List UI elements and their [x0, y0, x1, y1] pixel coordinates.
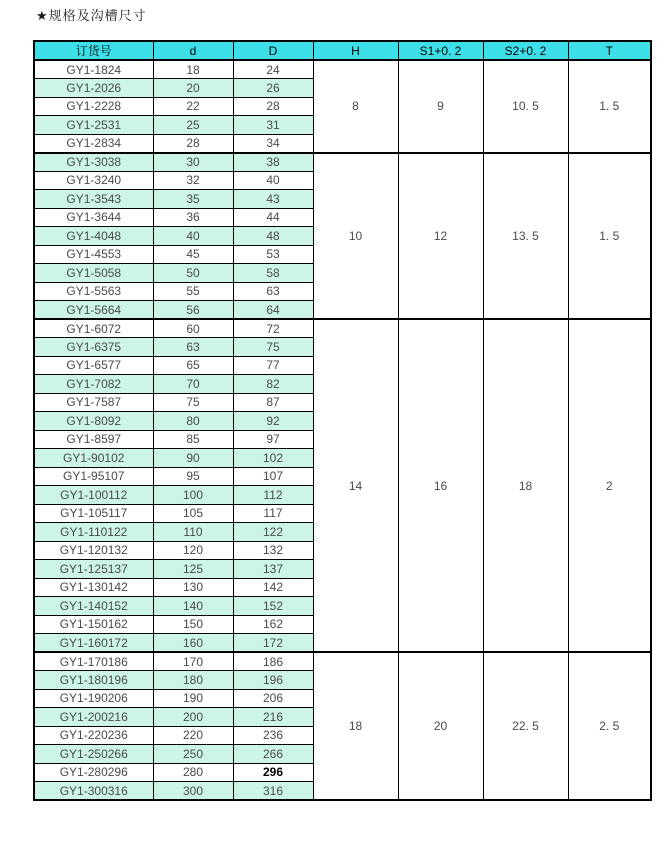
cell-order-no: GY1-200216 [34, 708, 153, 727]
cell-d: 100 [153, 486, 233, 505]
cell-d: 85 [153, 430, 233, 449]
cell-group-s1: 16 [398, 319, 483, 652]
cell-d: 152 [233, 597, 313, 616]
cell-d: 110 [153, 523, 233, 542]
cell-order-no: GY1-4048 [34, 227, 153, 246]
cell-d: 64 [233, 301, 313, 320]
cell-order-no: GY1-3240 [34, 171, 153, 190]
cell-group-t: 1. 5 [568, 60, 651, 153]
cell-order-no: GY1-2834 [34, 134, 153, 153]
cell-d: 60 [153, 319, 233, 338]
cell-d: 22 [153, 97, 233, 116]
cell-d: 296 [233, 763, 313, 782]
cell-d: 28 [233, 97, 313, 116]
cell-d: 53 [233, 245, 313, 264]
cell-d: 117 [233, 504, 313, 523]
cell-group-h: 10 [313, 153, 398, 320]
cell-group-s2: 22. 5 [483, 652, 568, 800]
cell-order-no: GY1-250266 [34, 745, 153, 764]
cell-d: 266 [233, 745, 313, 764]
cell-d: 63 [153, 338, 233, 357]
cell-order-no: GY1-3038 [34, 153, 153, 172]
cell-d: 28 [153, 134, 233, 153]
cell-d: 56 [153, 301, 233, 320]
cell-d: 122 [233, 523, 313, 542]
cell-order-no: GY1-120132 [34, 541, 153, 560]
cell-group-h: 14 [313, 319, 398, 652]
cell-d: 43 [233, 190, 313, 209]
cell-d: 250 [153, 745, 233, 764]
cell-d: 77 [233, 356, 313, 375]
cell-order-no: GY1-130142 [34, 578, 153, 597]
cell-group-t: 2 [568, 319, 651, 652]
cell-d: 172 [233, 634, 313, 653]
cell-d: 97 [233, 430, 313, 449]
cell-order-no: GY1-160172 [34, 634, 153, 653]
cell-d: 216 [233, 708, 313, 727]
cell-d: 160 [153, 634, 233, 653]
cell-d: 170 [153, 652, 233, 671]
cell-d: 72 [233, 319, 313, 338]
cell-order-no: GY1-1824 [34, 60, 153, 79]
cell-d: 130 [153, 578, 233, 597]
cell-d: 112 [233, 486, 313, 505]
cell-order-no: GY1-2026 [34, 79, 153, 98]
cell-d: 40 [153, 227, 233, 246]
cell-order-no: GY1-8092 [34, 412, 153, 431]
cell-order-no: GY1-90102 [34, 449, 153, 468]
cell-order-no: GY1-6375 [34, 338, 153, 357]
cell-d: 44 [233, 208, 313, 227]
cell-d: 70 [153, 375, 233, 394]
cell-d: 50 [153, 264, 233, 283]
cell-d: 65 [153, 356, 233, 375]
cell-d: 120 [153, 541, 233, 560]
cell-d: 48 [233, 227, 313, 246]
cell-order-no: GY1-100112 [34, 486, 153, 505]
cell-d: 24 [233, 60, 313, 79]
cell-order-no: GY1-150162 [34, 615, 153, 634]
cell-d: 180 [153, 671, 233, 690]
cell-d: 196 [233, 671, 313, 690]
cell-d: 25 [153, 116, 233, 135]
spec-table [33, 40, 652, 801]
cell-group-h: 18 [313, 652, 398, 800]
column-header-d: d [153, 41, 233, 60]
cell-d: 280 [153, 763, 233, 782]
cell-order-no: GY1-3644 [34, 208, 153, 227]
cell-group-h: 8 [313, 60, 398, 153]
cell-d: 87 [233, 393, 313, 412]
cell-d: 95 [153, 467, 233, 486]
cell-d: 186 [233, 652, 313, 671]
cell-order-no: GY1-7082 [34, 375, 153, 394]
cell-d: 300 [153, 782, 233, 801]
cell-order-no: GY1-8597 [34, 430, 153, 449]
cell-d: 206 [233, 689, 313, 708]
cell-d: 80 [153, 412, 233, 431]
cell-order-no: GY1-300316 [34, 782, 153, 801]
cell-d: 45 [153, 245, 233, 264]
cell-order-no: GY1-170186 [34, 652, 153, 671]
cell-d: 75 [233, 338, 313, 357]
cell-d: 107 [233, 467, 313, 486]
column-header-T: T [568, 41, 651, 60]
cell-order-no: GY1-140152 [34, 597, 153, 616]
cell-d: 236 [233, 726, 313, 745]
cell-d: 132 [233, 541, 313, 560]
header-row [34, 41, 651, 60]
cell-order-no: GY1-6577 [34, 356, 153, 375]
page-title: ★规格及沟槽尺寸 [36, 8, 147, 23]
cell-d: 150 [153, 615, 233, 634]
cell-order-no: GY1-2531 [34, 116, 153, 135]
cell-d: 35 [153, 190, 233, 209]
column-header-H: H [313, 41, 398, 60]
cell-d: 40 [233, 171, 313, 190]
column-header-order-no: 订货号 [34, 41, 153, 60]
cell-order-no: GY1-5058 [34, 264, 153, 283]
cell-order-no: GY1-7587 [34, 393, 153, 412]
cell-d: 142 [233, 578, 313, 597]
table-row [34, 153, 651, 172]
cell-order-no: GY1-2228 [34, 97, 153, 116]
cell-d: 36 [153, 208, 233, 227]
cell-d: 105 [153, 504, 233, 523]
cell-order-no: GY1-190206 [34, 689, 153, 708]
cell-order-no: GY1-6072 [34, 319, 153, 338]
cell-d: 316 [233, 782, 313, 801]
cell-order-no: GY1-3543 [34, 190, 153, 209]
column-header-S1: S1+0. 2 [398, 41, 483, 60]
table-row [34, 60, 651, 79]
cell-order-no: GY1-95107 [34, 467, 153, 486]
cell-d: 32 [153, 171, 233, 190]
cell-d: 34 [233, 134, 313, 153]
cell-d: 90 [153, 449, 233, 468]
cell-order-no: GY1-5664 [34, 301, 153, 320]
cell-d: 38 [233, 153, 313, 172]
cell-group-s1: 20 [398, 652, 483, 800]
cell-order-no: GY1-220236 [34, 726, 153, 745]
cell-group-s1: 9 [398, 60, 483, 153]
cell-d: 26 [233, 79, 313, 98]
cell-d: 58 [233, 264, 313, 283]
cell-d: 92 [233, 412, 313, 431]
cell-d: 220 [153, 726, 233, 745]
column-header-S2: S2+0. 2 [483, 41, 568, 60]
table-row [34, 319, 651, 338]
cell-order-no: GY1-180196 [34, 671, 153, 690]
cell-d: 200 [153, 708, 233, 727]
cell-order-no: GY1-4553 [34, 245, 153, 264]
cell-d: 30 [153, 153, 233, 172]
cell-order-no: GY1-280296 [34, 763, 153, 782]
cell-order-no: GY1-110122 [34, 523, 153, 542]
cell-order-no: GY1-105117 [34, 504, 153, 523]
cell-d: 20 [153, 79, 233, 98]
cell-d: 55 [153, 282, 233, 301]
cell-group-t: 1. 5 [568, 153, 651, 320]
column-header-D: D [233, 41, 313, 60]
cell-d: 140 [153, 597, 233, 616]
table-row [34, 652, 651, 671]
cell-group-s1: 12 [398, 153, 483, 320]
cell-d: 102 [233, 449, 313, 468]
cell-order-no: GY1-125137 [34, 560, 153, 579]
cell-group-s2: 10. 5 [483, 60, 568, 153]
cell-order-no: GY1-5563 [34, 282, 153, 301]
cell-d: 125 [153, 560, 233, 579]
cell-group-s2: 13. 5 [483, 153, 568, 320]
cell-group-t: 2. 5 [568, 652, 651, 800]
cell-group-s2: 18 [483, 319, 568, 652]
cell-d: 63 [233, 282, 313, 301]
cell-d: 82 [233, 375, 313, 394]
cell-d: 75 [153, 393, 233, 412]
cell-d: 31 [233, 116, 313, 135]
cell-d: 162 [233, 615, 313, 634]
cell-d: 18 [153, 60, 233, 79]
cell-d: 137 [233, 560, 313, 579]
cell-d: 190 [153, 689, 233, 708]
